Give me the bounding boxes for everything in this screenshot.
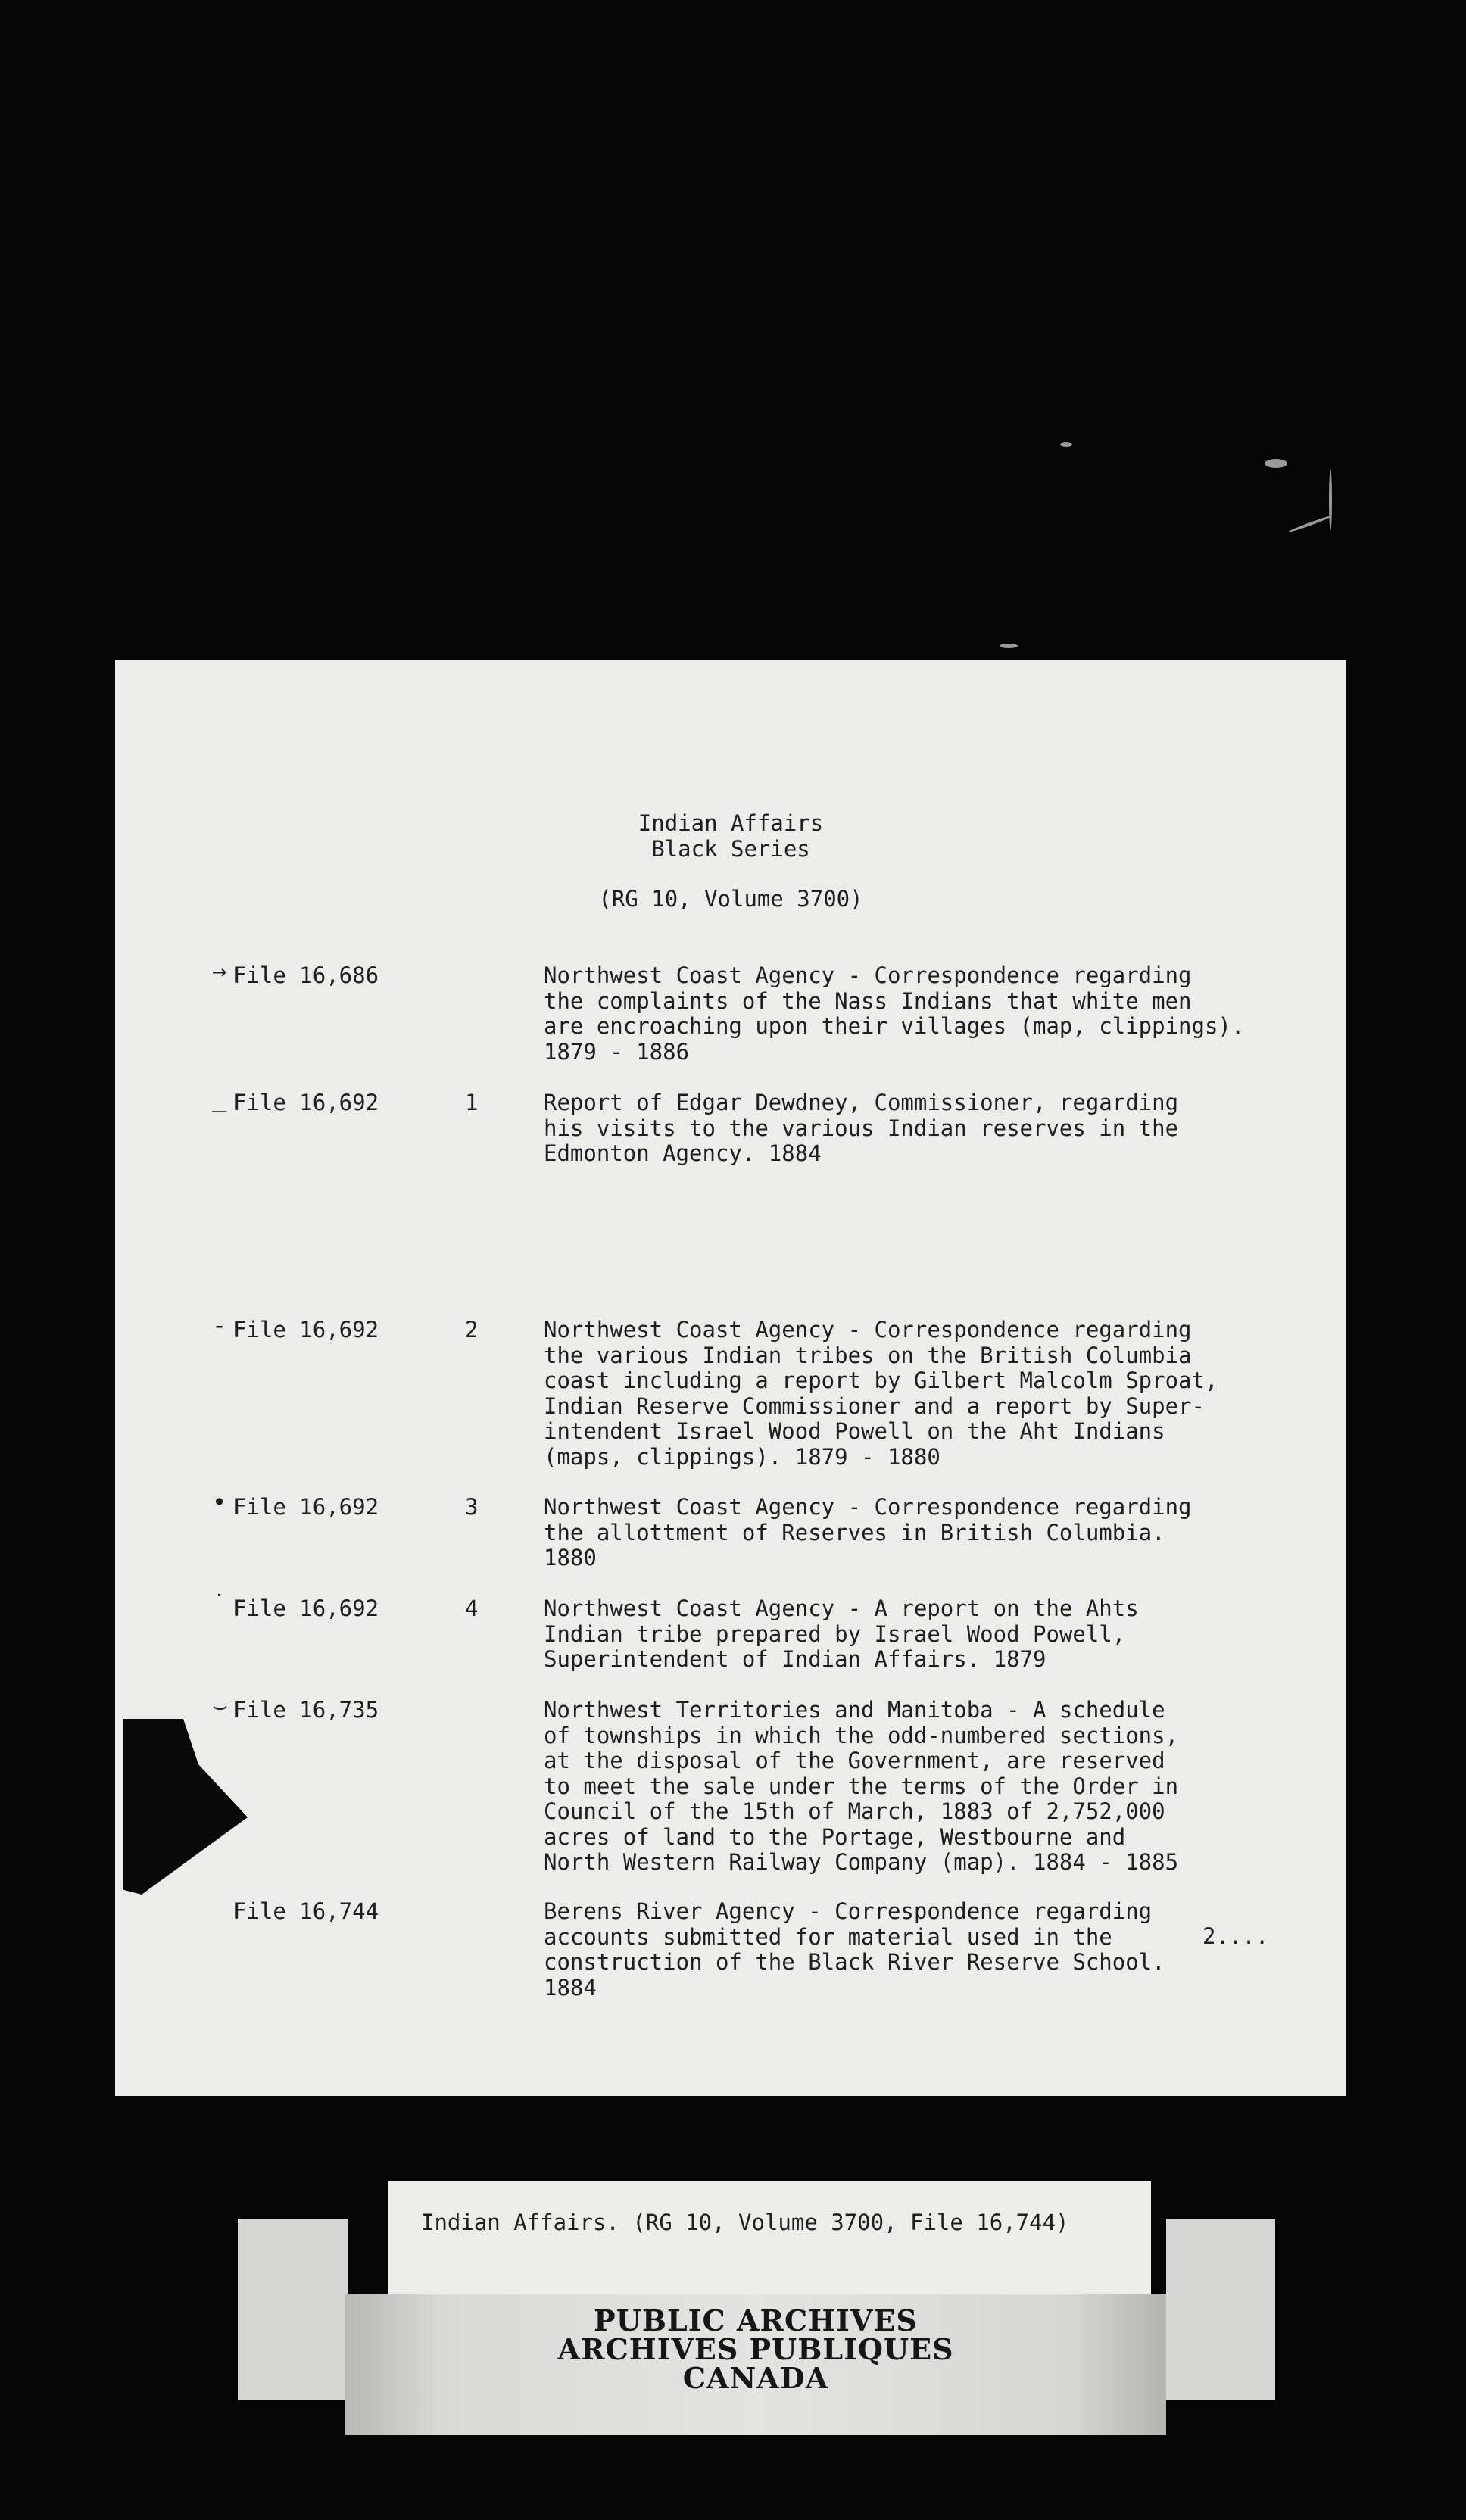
file-description bbox=[544, 1318, 1301, 1470]
description-line: Northwest Coast Agency - Correspondence regarding bbox=[544, 1317, 1192, 1343]
file-description bbox=[544, 1596, 1301, 1673]
description-line: North Western Railway Company (map). 1884 - 1885 bbox=[544, 1849, 1179, 1875]
description-line: accounts submitted for material used in the bbox=[544, 1923, 1112, 1950]
description-line: (maps, clippings). 1879 - 1880 bbox=[544, 1443, 940, 1470]
file-part-number: 1 bbox=[465, 1090, 479, 1115]
description-line: intendent Israel Wood Powell on the Aht Indians bbox=[544, 1418, 1165, 1444]
description-line: Edmonton Agency. 1884 bbox=[544, 1140, 822, 1166]
description-line: coast including a report by Gilbert Malcolm Sproat, bbox=[544, 1368, 1218, 1393]
description-line: Berens River Agency - Correspondence regarding bbox=[544, 1898, 1153, 1924]
header-reference: (RG 10, Volume 3700) bbox=[598, 886, 863, 912]
stamp-line-2: ARCHIVES PUBLIQUES bbox=[557, 2332, 954, 2366]
check-mark-icon: → bbox=[212, 956, 227, 985]
dust-speck bbox=[1288, 515, 1332, 533]
check-mark-icon: • bbox=[212, 1488, 227, 1517]
file-reference: File 16,735 bbox=[233, 1697, 379, 1723]
description-line: 1884 bbox=[544, 1974, 597, 2001]
file-reference: File 16,692 bbox=[233, 1595, 379, 1621]
dust-speck bbox=[1265, 459, 1287, 468]
file-description bbox=[544, 1090, 1301, 1167]
header-title: Indian Affairs bbox=[638, 810, 824, 836]
description-line: 1880 bbox=[544, 1545, 597, 1570]
file-reference: File 16,692 bbox=[233, 1317, 379, 1343]
description-line: the allottment of Reserves in British Columbia. bbox=[544, 1519, 1165, 1545]
file-description bbox=[544, 1698, 1301, 1876]
stamp-text bbox=[345, 2303, 1166, 2395]
archive-stamp bbox=[345, 2294, 1166, 2435]
dust-speck bbox=[1329, 469, 1332, 530]
file-reference: File 16,744 bbox=[233, 1898, 379, 1924]
check-mark-icon: ⌣ bbox=[212, 1691, 229, 1720]
file-reference: File 16,686 bbox=[233, 962, 379, 988]
dust-speck bbox=[1000, 644, 1018, 648]
archive-label-text: Indian Affairs. (RG 10, Volume 3700, File 16,744) bbox=[421, 2210, 1069, 2235]
description-line: construction of the Black River Reserve School. bbox=[544, 1949, 1165, 1975]
file-part-number: 4 bbox=[465, 1595, 479, 1621]
description-line: Report of Edgar Dewdney, Commissioner, regarding bbox=[544, 1090, 1179, 1115]
check-mark-icon: ˙ bbox=[212, 1589, 227, 1618]
description-line: to meet the sale under the terms of the Order in bbox=[544, 1773, 1179, 1799]
file-reference: File 16,692 bbox=[233, 1494, 379, 1520]
arrow-marker-icon bbox=[123, 1719, 251, 1901]
file-description bbox=[544, 963, 1301, 1065]
stamp-line-1: PUBLIC ARCHIVES bbox=[594, 2303, 918, 2338]
file-reference: File 16,692 bbox=[233, 1090, 379, 1115]
document-page bbox=[115, 660, 1346, 2096]
description-line: his visits to the various Indian reserves in the bbox=[544, 1115, 1179, 1141]
description-line: the various Indian tribes on the British Columbia bbox=[544, 1342, 1192, 1368]
description-line: are encroaching upon their villages (map, clippings). bbox=[544, 1013, 1245, 1039]
description-line: Council of the 15th of March, 1883 of 2,752,000 bbox=[544, 1798, 1165, 1824]
file-description bbox=[544, 1495, 1301, 1571]
file-part-number: 3 bbox=[465, 1494, 479, 1520]
description-line: acres of land to the Portage, Westbourne and bbox=[544, 1823, 1126, 1850]
file-part-number: 2 bbox=[465, 1317, 479, 1343]
description-line: Northwest Coast Agency - Correspondence regarding bbox=[544, 1494, 1192, 1520]
description-line: Northwest Coast Agency - A report on the Ahts bbox=[544, 1595, 1139, 1621]
page-number: 2.... bbox=[1202, 1923, 1269, 1949]
dust-speck bbox=[1060, 442, 1072, 447]
archive-tab-right bbox=[1166, 2219, 1275, 2400]
archive-tab-left bbox=[238, 2219, 348, 2400]
description-line: Indian Reserve Commissioner and a report by Super- bbox=[544, 1393, 1205, 1419]
header-series: Black Series bbox=[651, 836, 810, 862]
description-line: of townships in which the odd-numbered sections, bbox=[544, 1722, 1179, 1748]
description-line: Northwest Territories and Manitoba - A schedule bbox=[544, 1697, 1165, 1723]
check-mark-icon: - bbox=[212, 1311, 227, 1340]
check-mark-icon: _ bbox=[212, 1084, 227, 1112]
description-line: at the disposal of the Government, are reserved bbox=[544, 1748, 1165, 1773]
description-line: Superintendent of Indian Affairs. 1879 bbox=[544, 1646, 1046, 1672]
description-line: Indian tribe prepared by Israel Wood Powell, bbox=[544, 1620, 1126, 1647]
file-description bbox=[544, 1899, 1301, 2001]
description-line: Northwest Coast Agency - Correspondence regarding bbox=[544, 962, 1192, 988]
archive-label bbox=[388, 2181, 1151, 2294]
stamp-line-3: CANADA bbox=[682, 2361, 829, 2395]
description-line: the complaints of the Nass Indians that white men bbox=[544, 987, 1192, 1014]
description-line: 1879 - 1886 bbox=[544, 1038, 690, 1065]
